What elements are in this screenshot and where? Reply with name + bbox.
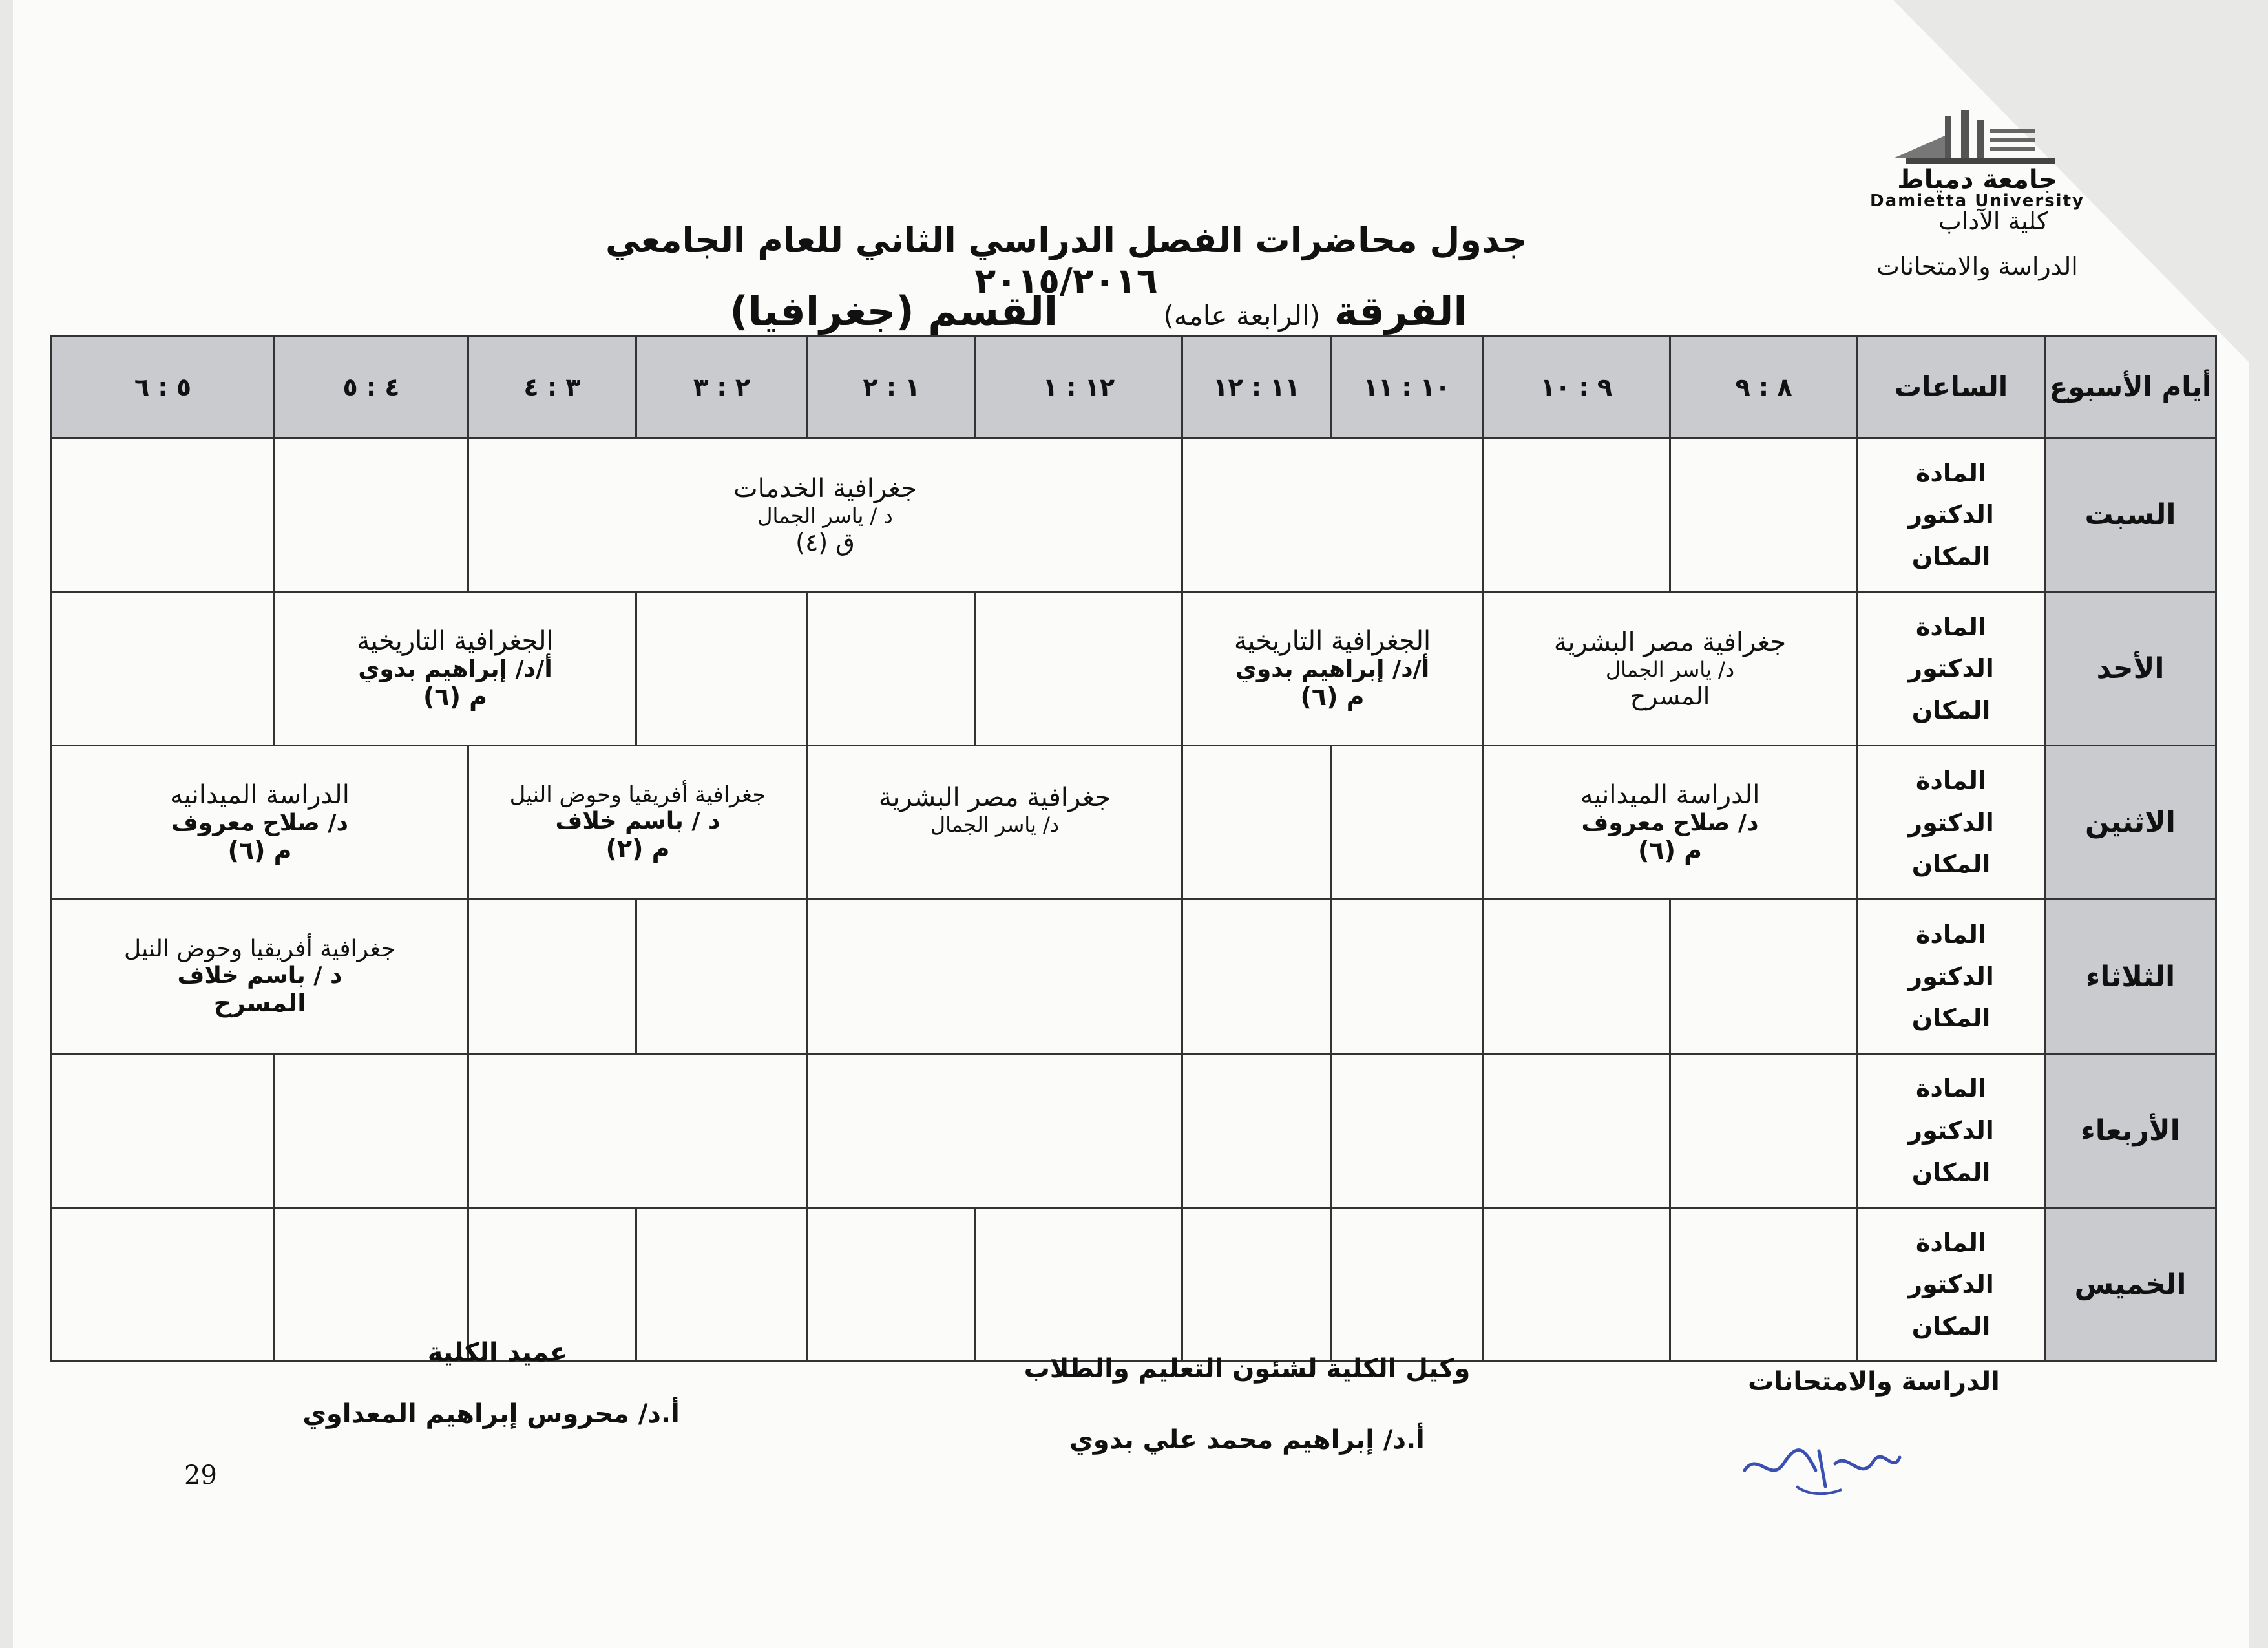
empty-cell	[1182, 746, 1331, 900]
label-subject: المادة	[1916, 1074, 1986, 1103]
footer-vice-dean-title: وكيل الكلية لشئون التعليم والطلاب	[1024, 1354, 1471, 1384]
session-cell	[1483, 592, 1858, 746]
empty-cell	[52, 1053, 275, 1207]
session-doctor: د / باسم خلاف	[555, 808, 720, 835]
time-slot: ٨ : ٩	[1670, 336, 1858, 438]
empty-cell	[52, 438, 275, 592]
session-subject: جغرافية أفريقيا وحوض النيل	[123, 936, 396, 963]
session-place: م (٦)	[1300, 682, 1365, 712]
session-cell	[52, 900, 468, 1053]
empty-cell	[636, 592, 808, 746]
page-number: 29	[184, 1461, 217, 1490]
session-cell	[275, 592, 636, 746]
session-place: ق (٤)	[795, 527, 855, 556]
empty-cell	[1670, 1207, 1858, 1361]
session-place: م (٢)	[605, 834, 670, 863]
empty-cell	[1483, 1053, 1670, 1207]
label-doctor: الدكتور	[1908, 1115, 1994, 1145]
empty-cell	[1670, 900, 1858, 1053]
section-label: القسم	[928, 288, 1058, 335]
day-label: الثلاثاء	[2045, 900, 2216, 1053]
session-doctor: د / باسم خلاف	[177, 962, 342, 989]
session-cell	[468, 746, 808, 900]
label-place: المكان	[1911, 1004, 1991, 1033]
session-doctor: د/ صلاح معروف	[1581, 810, 1759, 837]
label-place: المكان	[1911, 1311, 1991, 1340]
empty-cell	[636, 900, 808, 1053]
label-doctor: الدكتور	[1908, 500, 1994, 529]
time-slot: ٢ : ٣	[636, 336, 808, 438]
session-subject: جغرافية أفريقيا وحوض النيل	[509, 782, 766, 808]
session-place: م (٦)	[1637, 836, 1703, 865]
time-slot: ٤ : ٥	[275, 336, 468, 438]
day-row-tuesday	[52, 900, 2216, 1053]
day-row-sunday	[52, 592, 2216, 746]
session-cell	[1483, 746, 1858, 900]
session-subject: الدراسة الميدانيه	[170, 780, 350, 810]
empty-cell	[1483, 900, 1670, 1053]
session-cell	[808, 746, 1182, 900]
section-value: (جغرافيا)	[730, 288, 914, 335]
time-slot: ٩ : ١٠	[1483, 336, 1670, 438]
empty-cell	[1483, 438, 1670, 592]
label-doctor: الدكتور	[1908, 654, 1994, 683]
row-labels	[1858, 1207, 2045, 1361]
schedule-table	[50, 335, 2217, 1362]
session-place: م (٦)	[227, 836, 292, 865]
empty-cell	[275, 438, 468, 592]
empty-cell	[808, 1207, 976, 1361]
time-slot: ١٠ : ١١	[1331, 336, 1483, 438]
empty-cell	[1331, 900, 1483, 1053]
session-place: م (٦)	[423, 682, 488, 712]
day-row-saturday	[52, 438, 2216, 592]
session-subject: الجغرافية التاريخية	[1234, 626, 1431, 657]
session-place	[808, 837, 1181, 863]
empty-cell	[468, 900, 636, 1053]
label-place: المكان	[1911, 850, 1991, 879]
footer-vice-dean-name: أ.د/ إبراهيم محمد علي بدوي	[1069, 1425, 1425, 1455]
day-label: الأحد	[2045, 592, 2216, 746]
university-name-ar: جامعة دمياط	[1897, 165, 2057, 195]
label-doctor: الدكتور	[1908, 808, 1994, 837]
label-doctor: الدكتور	[1908, 962, 1994, 991]
footer-exams-dept: الدراسة والامتحانات	[1748, 1367, 2000, 1397]
empty-cell	[1182, 438, 1483, 592]
session-doctor: د/ صلاح معروف	[171, 810, 348, 837]
label-doctor: الدكتور	[1908, 1270, 1994, 1299]
session-subject: الجغرافية التاريخية	[357, 626, 554, 657]
empty-cell	[52, 1207, 275, 1361]
empty-cell	[976, 592, 1182, 746]
session-subject: الدراسة الميدانيه	[1580, 780, 1760, 810]
session-cell	[1182, 592, 1483, 746]
empty-cell	[976, 1207, 1182, 1361]
session-cell	[468, 438, 1182, 592]
session-subject: جغرافية مصر البشرية	[878, 782, 1111, 812]
session-doctor: أ/د/ إبراهيم بدوي	[358, 656, 552, 683]
empty-cell	[808, 900, 1182, 1053]
session-doctor: أ/د/ إبراهيم بدوي	[1235, 656, 1430, 683]
row-labels	[1858, 900, 2045, 1053]
empty-cell	[636, 1207, 808, 1361]
footer-dean-title: عميد الكلية	[427, 1338, 568, 1368]
session-place: المسرح	[1630, 681, 1710, 710]
label-subject: المادة	[1916, 920, 1986, 949]
empty-cell	[808, 1053, 1182, 1207]
session-doctor: د / ياسر الجمال	[757, 503, 893, 528]
level-value: (الرابعة عامه)	[1163, 300, 1321, 332]
empty-cell	[1331, 1207, 1483, 1361]
session-doctor: د/ ياسر الجمال	[930, 812, 1060, 837]
page-subtitle	[678, 288, 1518, 335]
time-slot: ٣ : ٤	[468, 336, 636, 438]
session-doctor: د/ ياسر الجمال	[1605, 657, 1735, 682]
empty-cell	[275, 1053, 468, 1207]
label-subject: المادة	[1916, 458, 1986, 487]
empty-cell	[1182, 900, 1331, 1053]
empty-cell	[1670, 1053, 1858, 1207]
faculty-name: كلية الآداب	[1938, 207, 2049, 235]
row-labels	[1858, 746, 2045, 900]
empty-cell	[1483, 1207, 1670, 1361]
label-subject: المادة	[1916, 612, 1986, 641]
time-slot: ٥ : ٦	[52, 336, 275, 438]
empty-cell	[1331, 1053, 1483, 1207]
level-label: الفرقة	[1334, 288, 1467, 335]
label-place: المكان	[1911, 696, 1991, 725]
footer-dean-name: أ.د/ محروس إبراهيم المعداوي	[302, 1399, 680, 1429]
session-subject: جغرافية الخدمات	[733, 473, 917, 503]
day-row-wednesday	[52, 1053, 2216, 1207]
university-name-en: Damietta University	[1870, 191, 2084, 211]
row-labels	[1858, 1053, 2045, 1207]
handwritten-signature-icon	[1738, 1425, 1906, 1503]
row-labels	[1858, 438, 2045, 592]
time-slot: ١١ : ١٢	[1182, 336, 1331, 438]
empty-cell	[1331, 746, 1483, 900]
empty-cell	[52, 592, 275, 746]
day-label: الخميس	[2045, 1207, 2216, 1361]
empty-cell	[808, 592, 976, 746]
empty-cell	[1670, 438, 1858, 592]
label-place: المكان	[1911, 542, 1991, 571]
label-place: المكان	[1911, 1157, 1991, 1187]
col-header-hours: الساعات	[1858, 336, 2045, 438]
empty-cell	[1182, 1053, 1331, 1207]
department-name: الدراسة والامتحانات	[1876, 252, 2078, 280]
header-row	[52, 336, 2216, 438]
page-title: جدول محاضرات الفصل الدراسي الثاني للعام الجامعي ٢٠١٥/٢٠١٦	[605, 220, 1528, 301]
day-label: السبت	[2045, 438, 2216, 592]
label-subject: المادة	[1916, 1228, 1986, 1257]
session-subject: جغرافية مصر البشرية	[1553, 627, 1787, 657]
session-cell	[52, 746, 468, 900]
label-subject: المادة	[1916, 766, 1986, 795]
empty-cell	[1182, 1207, 1331, 1361]
session-place: المسرح	[213, 989, 306, 1018]
day-label: الأربعاء	[2045, 1053, 2216, 1207]
empty-cell	[468, 1053, 808, 1207]
col-header-days: أيام الأسبوع	[2045, 336, 2216, 438]
day-label: الاثنين	[2045, 746, 2216, 900]
day-row-monday	[52, 746, 2216, 900]
time-slot: ١ : ٢	[808, 336, 976, 438]
time-slot: ١٢ : ١	[976, 336, 1182, 438]
row-labels	[1858, 592, 2045, 746]
